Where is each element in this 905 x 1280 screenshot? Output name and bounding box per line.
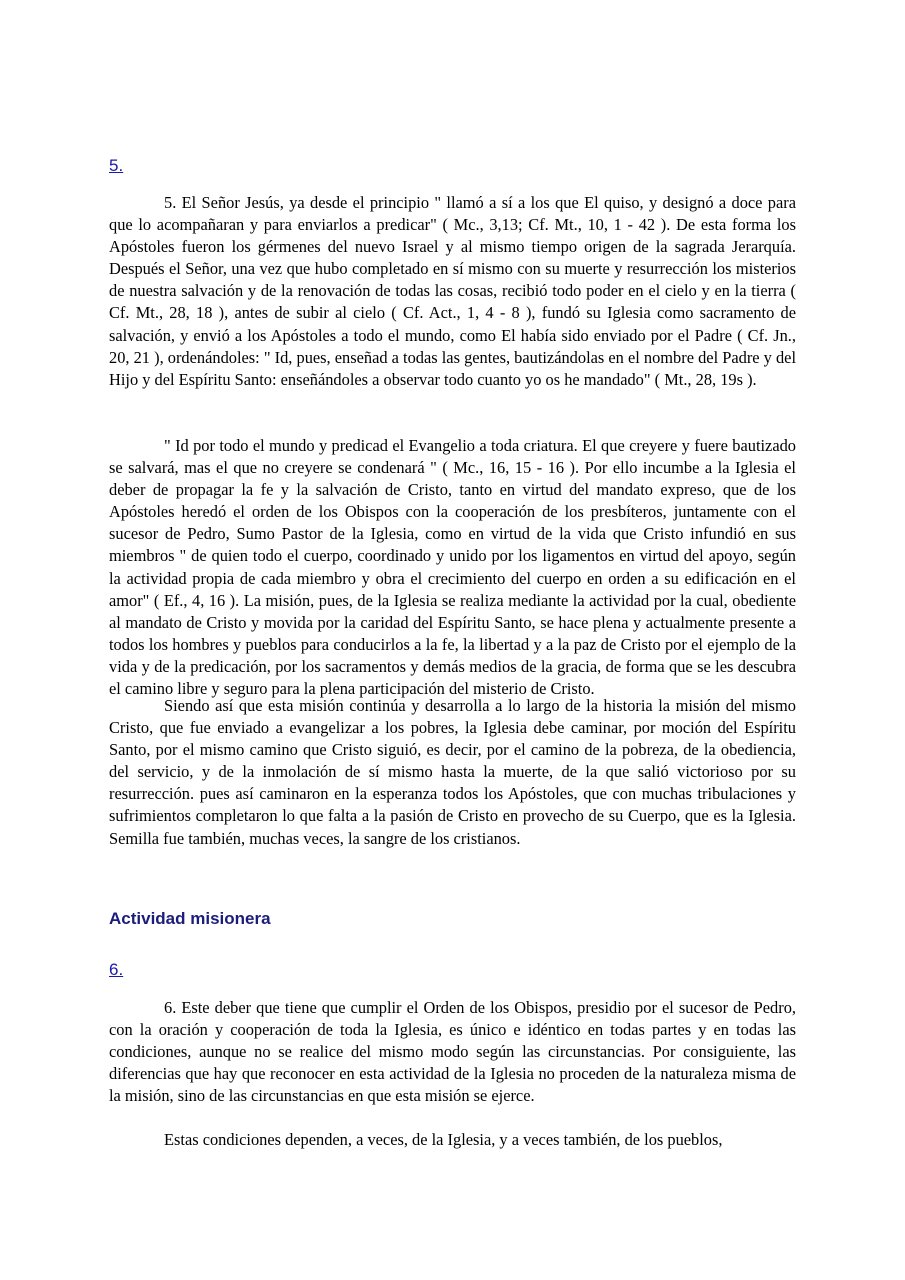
section-6-paragraph-2: Estas condiciones dependen, a veces, de la Iglesia, y a veces también, de los pueblos, [164, 1130, 723, 1149]
section-6-paragraph-1: 6. Este deber que tiene que cumplir el Orden de los Obispos, presidio por el sucesor de Pedro, con la oración y cooperación de toda la Iglesia, es único e idéntico en todas partes y en todas las condiciones, aunque no se realice del mismo modo según las circunstancias. Por consiguiente, las diferencias que hay que reconocer en esta actividad de la Iglesia no proceden de la naturaleza misma de la misión, sino de las circunstancias en que esta misión se ejerce. [109, 998, 796, 1106]
section-5-anchor-link[interactable]: 5. [109, 156, 124, 175]
section-5-paragraph-2: " Id por todo el mundo y predicad el Evangelio a toda criatura. El que creyere y fuere bautizado se salvará, mas el que no creyere se condenará " ( Mc., 16, 15 - 16 ). Por ello incumbe a la Iglesia el deber de propagar la fe y la salvación de Cristo, tanto en virtud del mandato expreso, que de los Apóstoles heredó el orden de los Obispos con la cooperación de los presbíteros, juntamente con el sucesor de Pedro, Sumo Pastor de la Iglesia, como en virtud de la vida que Cristo infundió en sus miembros " de quien todo el cuerpo, coordinado y unido por los ligamentos en virtud del apoyo, según la actividad propia de cada miembro y obra el crecimiento del cuerpo en orden a su edificación en el amor" ( Ef., 4, 16 ). La misión, pues, de la Iglesia se realiza mediante la actividad por la cual, obediente al mandato de Cristo y movida por la caridad del Espíritu Santo, se hace plena y actualmente presente a todos los hombres y pueblos para conducirlos a la fe, la libertad y a la paz de Cristo por el ejemplo de la vida y de la predicación, por los sacramentos y demás medios de la gracia, de forma que se les descubra el camino libre y seguro para la plena participación del misterio de Cristo. [109, 436, 796, 699]
section-6-anchor-link[interactable]: 6. [109, 960, 124, 979]
section-heading: Actividad misionera [109, 909, 271, 928]
section-5-paragraph-1: 5. El Señor Jesús, ya desde el principio " llamó a sí a los que El quiso, y designó a doce para que lo acompañaran y para enviarlos a predicar" ( Mc., 3,13; Cf. Mt., 10, 1 - 42 ). De esta forma los Apóstoles fueron los gérmenes del nuevo Israel y al mismo tiempo origen de la sagrada Jerarquía. Después el Señor, una vez que hubo completado en sí mismo con su muerte y resurrección los misterios de nuestra salvación y de la renovación de todas las cosas, recibió todo poder en el cielo y en la tierra ( Cf. Mt., 28, 18 ), antes de subir al cielo ( Cf. Act., 1, 4 - 8 ), fundó su Iglesia como sacramento de salvación, y envió a los Apóstoles a todo el mundo, como El había sido enviado por el Padre ( Cf. Jn., 20, 21 ), ordenándoles: " Id, pues, enseñad a todas las gentes, bautizándolas en el nombre del Padre y del Hijo y del Espíritu Santo: enseñándoles a observar todo cuanto yo os he mandado" ( Mt., 28, 19s ). [109, 193, 796, 389]
section-5-paragraph-3: Siendo así que esta misión continúa y desarrolla a lo largo de la historia la misión del mismo Cristo, que fue enviado a evangelizar a los pobres, la Iglesia debe caminar, por moción del Espíritu Santo, por el mismo camino que Cristo siguió, es decir, por el camino de la pobreza, de la obediencia, del servicio, y de la inmolación de sí mismo hasta la muerte, de la que salió victorioso por su resurrección. pues así caminaron en la esperanza todos los Apóstoles, que con muchas tribulaciones y sufrimientos completaron lo que falta a la pasión de Cristo en provecho de su Cuerpo, que es la Iglesia. Semilla fue también, muchas veces, la sangre de los cristianos. [109, 696, 796, 848]
